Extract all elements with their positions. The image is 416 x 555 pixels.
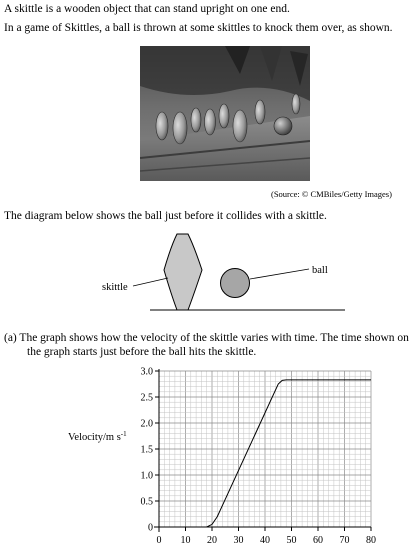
tick-labels bbox=[141, 367, 377, 547]
image-source-credit: (Source: © CMBiles/Getty Images) bbox=[271, 189, 392, 199]
y-axis-label-superscript: -1 bbox=[120, 430, 127, 438]
y-tick-label: 1.0 bbox=[140, 470, 153, 482]
axes bbox=[154, 369, 371, 532]
skittle-shape bbox=[164, 234, 202, 310]
y-axis-label-main: Velocity/m s bbox=[68, 432, 121, 443]
y-tick-label: 1.5 bbox=[140, 444, 153, 456]
collision-diagram bbox=[0, 222, 416, 322]
question-a-line-1: (a) The graph shows how the velocity of the skittle varies with time. The time shown on bbox=[4, 332, 409, 344]
skittles-photo bbox=[140, 46, 310, 181]
x-tick-label: 30 bbox=[233, 535, 244, 546]
ball-label: ball bbox=[312, 265, 328, 276]
grid bbox=[159, 371, 371, 527]
x-tick-label: 40 bbox=[260, 535, 270, 546]
ball-shape bbox=[221, 269, 250, 298]
question-a-line-2: the graph starts just before the ball hits the skittle. bbox=[27, 346, 257, 358]
ball-pointer bbox=[250, 269, 309, 279]
x-tick-label: 20 bbox=[207, 535, 217, 546]
intro-line-2: In a game of Skittles, a ball is thrown at some skittles to knock them over, as shown. bbox=[4, 22, 393, 34]
y-axis-label bbox=[68, 430, 127, 443]
x-tick-label: 50 bbox=[286, 535, 297, 546]
intro-line-1: A skittle is a wooden object that can stand upright on one end. bbox=[4, 3, 290, 15]
skittle-pointer bbox=[133, 278, 168, 286]
y-tick-label: 0 bbox=[148, 522, 153, 534]
velocity-time-graph bbox=[0, 362, 416, 555]
skittle-label: skittle bbox=[102, 282, 128, 293]
y-tick-label: 2.5 bbox=[140, 392, 153, 404]
y-tick-label: 3.0 bbox=[140, 366, 153, 378]
y-tick-label: 2.0 bbox=[140, 418, 153, 430]
x-tick-label: 0 bbox=[156, 535, 162, 546]
x-tick-label: 80 bbox=[366, 535, 376, 546]
y-tick-label: 0.5 bbox=[140, 496, 153, 508]
x-tick-label: 70 bbox=[339, 535, 350, 546]
diagram-intro: The diagram below shows the ball just before it collides with a skittle. bbox=[4, 210, 327, 222]
x-tick-label: 10 bbox=[180, 535, 191, 546]
x-tick-label: 60 bbox=[313, 535, 323, 546]
